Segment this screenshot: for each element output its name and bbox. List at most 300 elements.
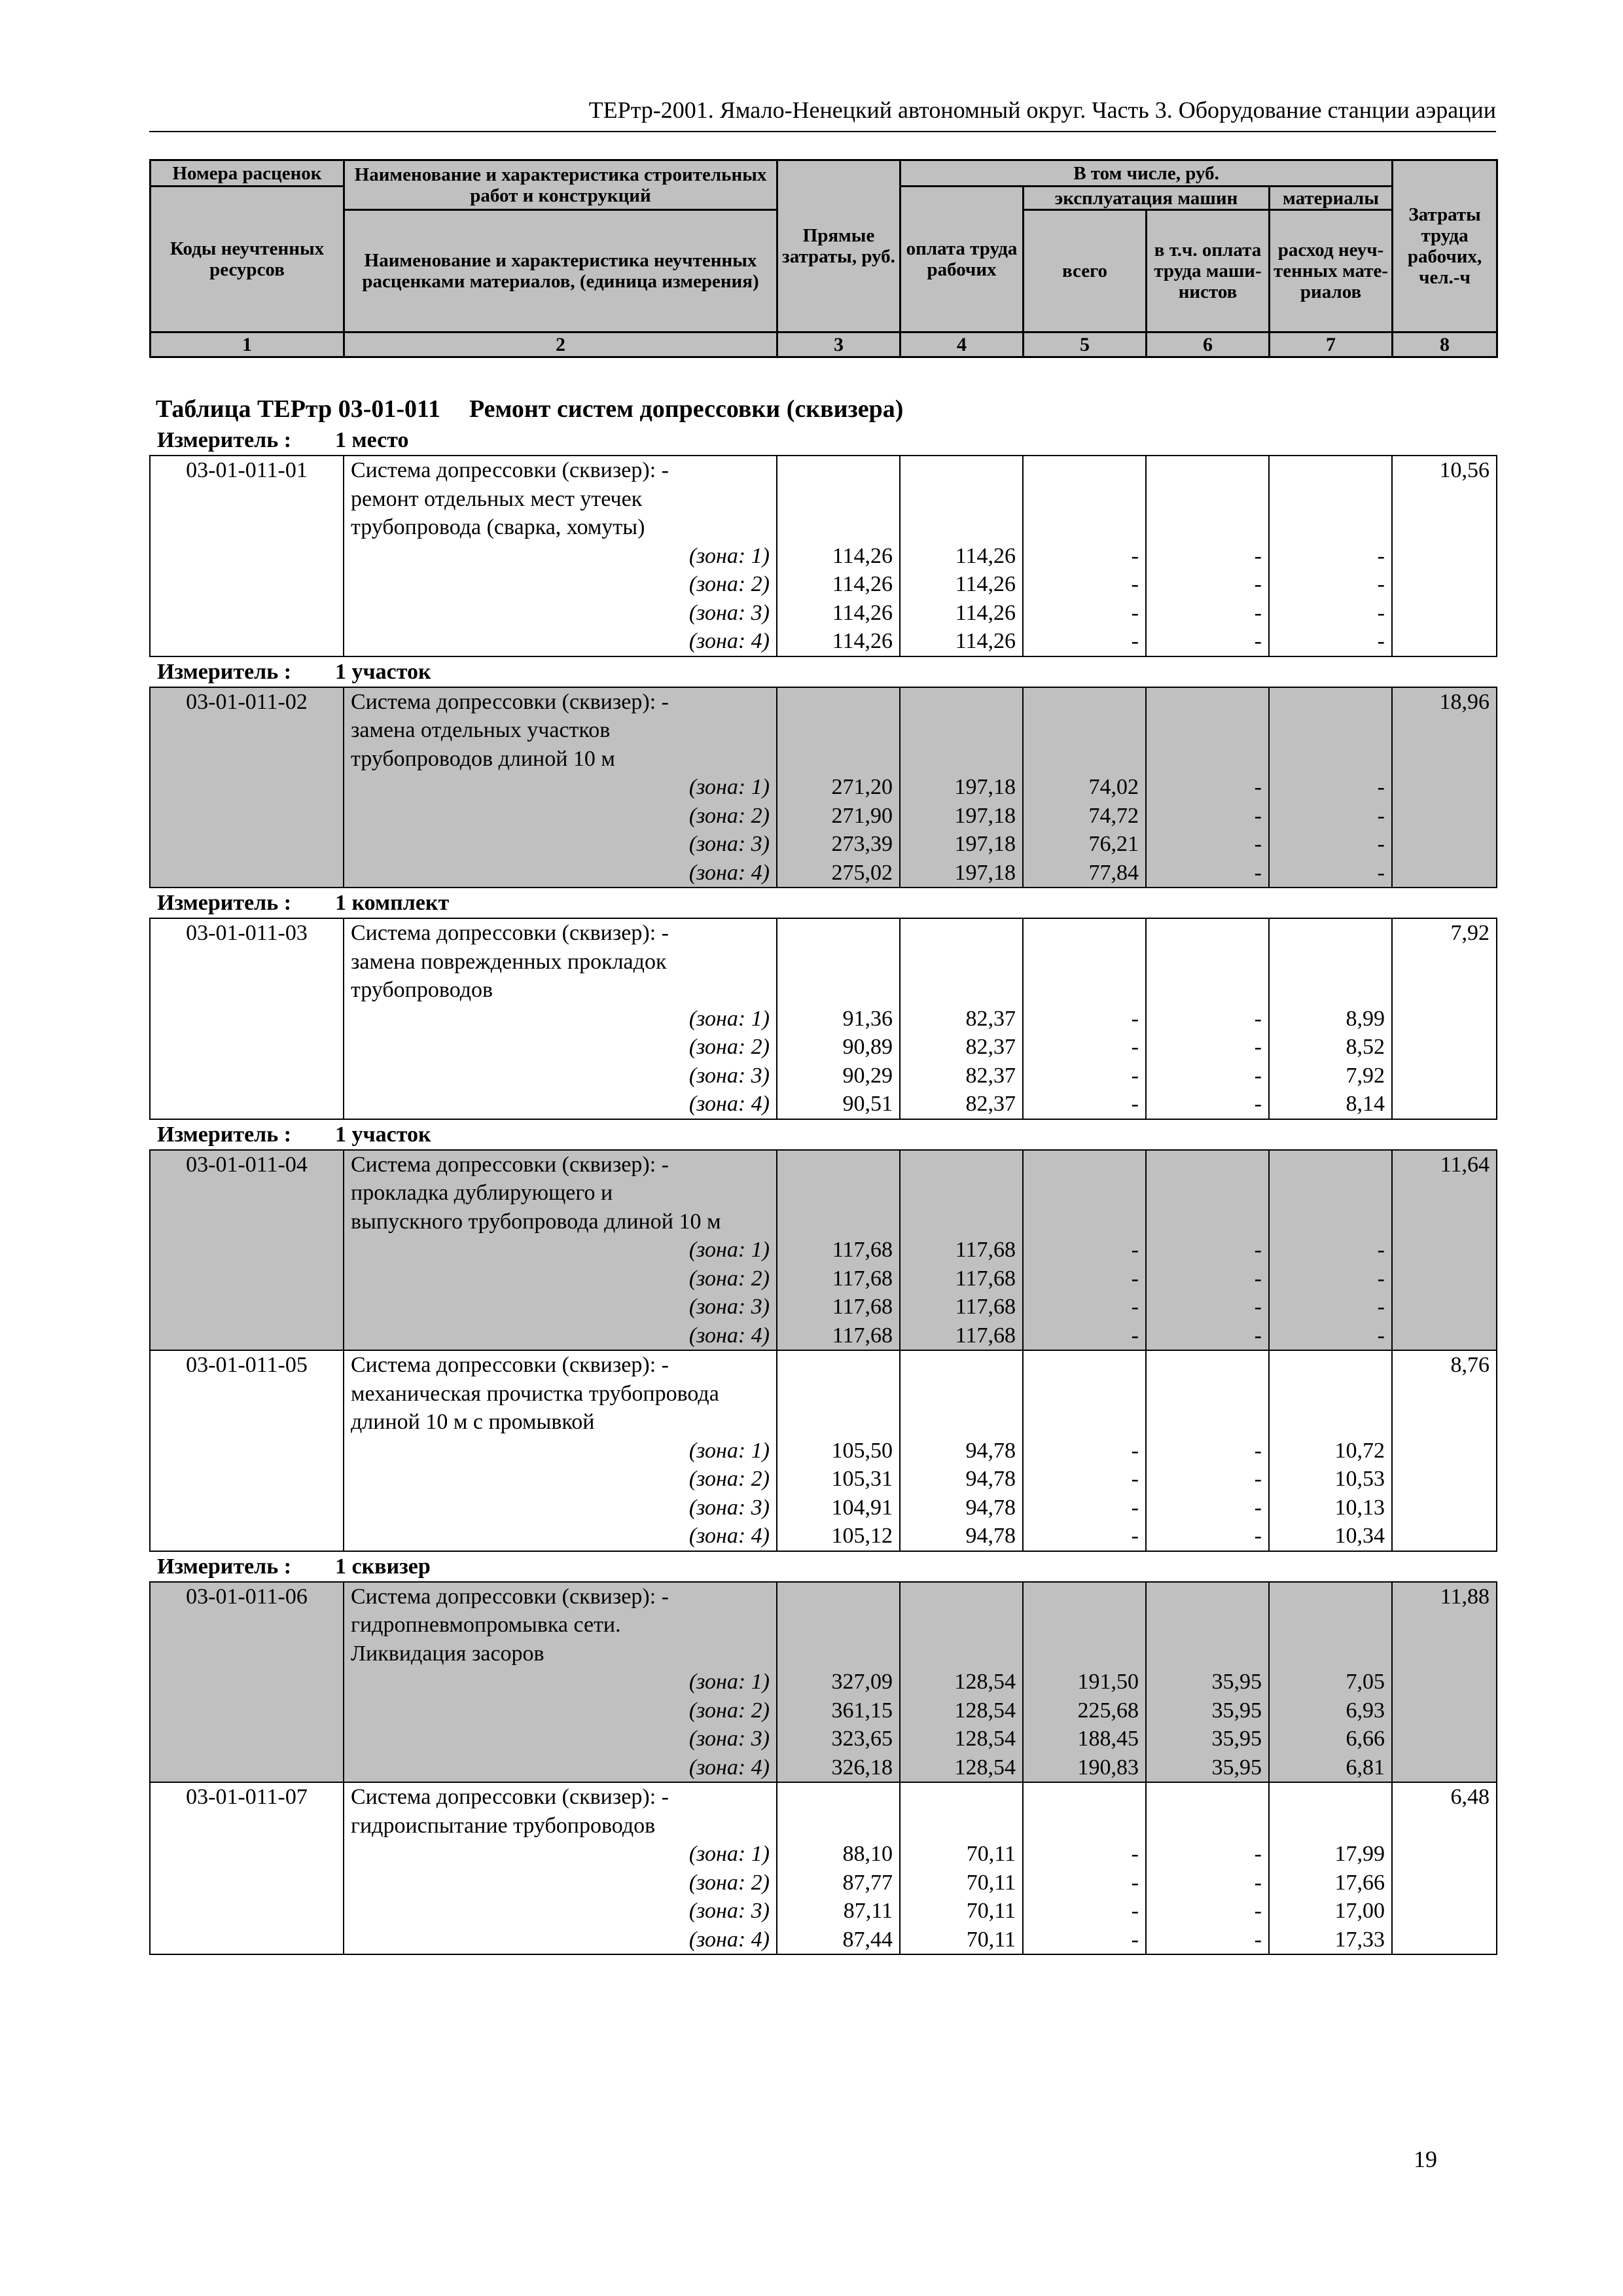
value-direct: 114,26: [832, 572, 893, 596]
value-wages: 94,78: [965, 1467, 1016, 1491]
value-wages: 114,26: [955, 600, 1016, 625]
header-col-number: 7: [1270, 332, 1393, 357]
blank-line: [1024, 1640, 1139, 1668]
blank-line: [1270, 1151, 1385, 1179]
value-materials: 8,99: [1346, 1006, 1385, 1031]
blank-line: [777, 1208, 893, 1236]
value-direct: 114,26: [832, 629, 893, 653]
blank-line: [1024, 1583, 1139, 1611]
value-wages: 82,37: [965, 1035, 1016, 1059]
blank-line: [1147, 1812, 1262, 1840]
value-operators: -: [1254, 1295, 1262, 1319]
table-row: [150, 1782, 1497, 1954]
value-direct: 105,12: [831, 1524, 893, 1548]
table-row: [150, 1350, 1497, 1551]
zone-label: (зона: 3): [688, 1727, 770, 1751]
value-direct: 114,26: [832, 543, 893, 568]
rate-code: [150, 1582, 344, 1783]
cell-materials: [1269, 1782, 1392, 1954]
value-wages: 114,26: [955, 543, 1016, 568]
header-col-number: 3: [777, 332, 901, 357]
blank-line: [1024, 688, 1139, 717]
value-wages: 117,68: [955, 1238, 1016, 1262]
zone-label: (зона: 1): [688, 543, 770, 568]
cell-machines: [1023, 1582, 1146, 1783]
blank-line: [1147, 1179, 1262, 1208]
running-header: ТЕРтр-2001. Ямало-Ненецкий автономный округ. Часть 3. Оборудование станции аэрации: [149, 97, 1496, 132]
value-machines: -: [1131, 1438, 1139, 1463]
blank-line: [1024, 1783, 1139, 1812]
rate-name-line: выпускного трубопровода длиной 10 м: [351, 1209, 721, 1234]
blank-line: [901, 716, 1016, 745]
blank-line: [777, 716, 893, 745]
zone-label: (зона: 3): [688, 1899, 770, 1923]
rate-name-line: Система допрессовки (сквизер): -: [351, 458, 669, 482]
header-materials: материалы: [1270, 187, 1393, 210]
value-wages: 197,18: [954, 860, 1016, 885]
cell-wages: [900, 1150, 1023, 1351]
blank-line: [1270, 1408, 1385, 1437]
zone-label: (зона: 4): [688, 1092, 770, 1116]
measure-label: Измеритель :: [157, 659, 292, 684]
value-operators: -: [1254, 1323, 1262, 1348]
rate-name: [344, 687, 777, 888]
blank-line: [901, 485, 1016, 514]
value-materials: 17,00: [1334, 1899, 1385, 1923]
blank-line: [1147, 948, 1262, 977]
rate-name-line: Ликвидация засоров: [351, 1641, 544, 1666]
value-materials: -: [1377, 803, 1385, 828]
value-operators: -: [1254, 1495, 1262, 1520]
cell-operators: [1146, 918, 1269, 1119]
value-materials: -: [1377, 629, 1385, 653]
cell-materials: [1269, 918, 1392, 1119]
value-machines: 190,83: [1077, 1755, 1139, 1780]
header-operators-wages: в т.ч. оплата труда маши-нистов: [1147, 210, 1270, 332]
blank-line: [1147, 513, 1262, 542]
value-direct: 91,36: [842, 1006, 893, 1031]
blank-line: [1024, 1208, 1139, 1236]
blank-line: [1024, 1351, 1139, 1380]
value-materials: 8,52: [1346, 1035, 1385, 1059]
blank-line: [777, 1611, 893, 1640]
value-materials: -: [1377, 600, 1385, 625]
table-row: [150, 1582, 1497, 1783]
value-operators: -: [1254, 1092, 1262, 1116]
rate-code-text: 03-01-011-04: [186, 1152, 308, 1177]
value-direct: 105,50: [831, 1438, 893, 1463]
value-operators: -: [1254, 1842, 1262, 1866]
table-row: [150, 687, 1497, 888]
value-materials: -: [1377, 832, 1385, 856]
zone-label: (зона: 2): [688, 1698, 770, 1723]
rate-code-text: 03-01-011-06: [186, 1584, 308, 1609]
blank-line: [1024, 745, 1139, 774]
value-labor: 7,92: [1450, 921, 1489, 945]
rate-name-line: Система допрессовки (сквизер): -: [351, 921, 669, 945]
value-direct: 88,10: [842, 1842, 893, 1866]
zone-label: (зона: 4): [688, 1323, 770, 1348]
rate-name-line: гидропневмопромывка сети.: [351, 1613, 621, 1637]
zone-label: (зона: 3): [688, 1295, 770, 1319]
blank-line: [1147, 1783, 1262, 1812]
value-wages: 82,37: [965, 1006, 1016, 1031]
value-materials: 10,13: [1334, 1495, 1385, 1520]
blank-line: [1147, 1408, 1262, 1437]
value-wages: 128,54: [954, 1755, 1016, 1780]
header-col-number: 4: [901, 332, 1024, 357]
value-wages: 82,37: [965, 1063, 1016, 1088]
measure-label: Измеритель :: [157, 891, 292, 915]
zone-label: (зона: 4): [688, 1524, 770, 1548]
header-labor-costs: Затраты труда рабочих, чел.-ч: [1393, 160, 1497, 332]
blank-line: [777, 1151, 893, 1179]
value-labor: 11,88: [1440, 1584, 1489, 1609]
header-including: В том числе, руб.: [901, 160, 1393, 187]
blank-line: [901, 1812, 1016, 1840]
zone-label: (зона: 2): [688, 572, 770, 596]
header-col-number: 1: [151, 332, 344, 357]
value-machines: -: [1131, 600, 1139, 625]
blank-line: [901, 1408, 1016, 1437]
value-direct: 275,02: [831, 860, 893, 885]
blank-line: [1270, 948, 1385, 977]
rate-name-line: Система допрессовки (сквизер): -: [351, 1353, 669, 1377]
value-wages: 128,54: [954, 1698, 1016, 1723]
value-direct: 327,09: [831, 1670, 893, 1694]
blank-line: [777, 1640, 893, 1668]
header-machine-operation: эксплуатация машин: [1024, 187, 1270, 210]
rate-code: [150, 456, 344, 656]
blank-line: [1270, 1783, 1385, 1812]
zone-label: (зона: 1): [688, 1006, 770, 1031]
value-direct: 87,44: [842, 1927, 893, 1952]
value-direct: 105,31: [831, 1467, 893, 1491]
value-wages: 70,11: [966, 1870, 1016, 1895]
table-title-number: Таблица ТЕРтр 03-01-011: [156, 395, 440, 423]
value-materials: -: [1377, 543, 1385, 568]
zone-label: (зона: 3): [688, 600, 770, 625]
value-labor: 6,48: [1450, 1785, 1489, 1809]
rate-name-line: Система допрессовки (сквизер): -: [351, 689, 669, 714]
blank-line: [1270, 485, 1385, 514]
zone-label: (зона: 2): [688, 1467, 770, 1491]
blank-line: [1024, 1179, 1139, 1208]
value-machines: -: [1131, 543, 1139, 568]
blank-line: [1270, 976, 1385, 1005]
blank-line: [901, 513, 1016, 542]
blank-line: [1024, 919, 1139, 948]
value-wages: 94,78: [965, 1438, 1016, 1463]
zone-label: (зона: 3): [688, 1495, 770, 1520]
blank-line: [777, 745, 893, 774]
blank-line: [777, 485, 893, 514]
blank-line: [1024, 485, 1139, 514]
blank-line: [777, 919, 893, 948]
value-materials: 10,34: [1334, 1524, 1385, 1548]
blank-line: [1270, 688, 1385, 717]
measure-line: [149, 1552, 1489, 1581]
cell-labor: [1392, 1582, 1497, 1783]
cell-labor: [1392, 1350, 1497, 1551]
column-header-table: [149, 159, 1498, 358]
rate-name-line: механическая прочистка трубопровода: [351, 1381, 719, 1406]
value-operators: -: [1254, 1438, 1262, 1463]
cell-operators: [1146, 1350, 1269, 1551]
value-machines: -: [1131, 1006, 1139, 1031]
value-operators: 35,95: [1211, 1755, 1262, 1780]
blank-line: [901, 948, 1016, 977]
value-wages: 197,18: [954, 775, 1016, 799]
rate-name-line: замена отдельных участков: [351, 718, 611, 742]
rate-name: [344, 1350, 777, 1551]
rate-code-text: 03-01-011-05: [186, 1353, 308, 1377]
value-machines: -: [1131, 1092, 1139, 1116]
header-col-number: 6: [1147, 332, 1270, 357]
header-col-number: 2: [344, 332, 777, 357]
value-wages: 117,68: [955, 1266, 1016, 1291]
blank-line: [1147, 1351, 1262, 1380]
header-rate-numbers: Номера расценок: [151, 160, 344, 187]
blank-line: [1270, 716, 1385, 745]
value-operators: -: [1254, 1266, 1262, 1291]
blank-line: [1147, 1151, 1262, 1179]
blank-line: [1270, 1380, 1385, 1408]
value-operators: -: [1254, 775, 1262, 799]
cell-machines: [1023, 1150, 1146, 1351]
value-direct: 117,68: [832, 1266, 893, 1291]
blank-line: [1270, 1812, 1385, 1840]
value-materials: -: [1377, 860, 1385, 885]
value-operators: -: [1254, 1899, 1262, 1923]
blank-line: [777, 688, 893, 717]
cell-direct: [777, 687, 900, 888]
value-machines: -: [1131, 1495, 1139, 1520]
value-direct: 361,15: [831, 1698, 893, 1723]
blank-line: [901, 1208, 1016, 1236]
value-wages: 82,37: [965, 1092, 1016, 1116]
cell-materials: [1269, 687, 1392, 888]
cell-machines: [1023, 918, 1146, 1119]
value-machines: -: [1131, 1524, 1139, 1548]
blank-line: [1147, 745, 1262, 774]
value-direct: 90,29: [842, 1063, 893, 1088]
cell-materials: [1269, 1150, 1392, 1351]
cell-materials: [1269, 456, 1392, 656]
blank-line: [901, 1611, 1016, 1640]
zone-label: (зона: 2): [688, 1870, 770, 1895]
value-machines: 76,21: [1088, 832, 1139, 856]
value-wages: 70,11: [966, 1927, 1016, 1952]
value-operators: -: [1254, 1467, 1262, 1491]
value-machines: -: [1131, 1266, 1139, 1291]
value-direct: 87,11: [843, 1899, 893, 1923]
value-operators: -: [1254, 860, 1262, 885]
rate-name-line: ремонт отдельных мест утечек: [351, 486, 643, 511]
value-operators: -: [1254, 543, 1262, 568]
zone-label: (зона: 3): [688, 1063, 770, 1088]
value-materials: -: [1377, 1266, 1385, 1291]
blank-line: [1147, 716, 1262, 745]
value-machines: -: [1131, 629, 1139, 653]
rate-name-line: гидроиспытание трубопроводов: [351, 1813, 656, 1838]
rate-code-text: 03-01-011-01: [186, 458, 308, 482]
value-machines: 191,50: [1077, 1670, 1139, 1694]
value-wages: 70,11: [966, 1842, 1016, 1866]
value-operators: 35,95: [1211, 1698, 1262, 1723]
measure-label: Измеритель :: [157, 1122, 292, 1147]
value-wages: 94,78: [965, 1495, 1016, 1520]
value-wages: 114,26: [955, 572, 1016, 596]
header-resource-codes: Коды неучтенных ресурсов: [151, 187, 344, 332]
value-wages: 94,78: [965, 1524, 1016, 1548]
value-materials: 10,72: [1334, 1438, 1385, 1463]
table-row: [150, 1150, 1497, 1351]
rate-name: [344, 456, 777, 656]
blank-line: [1147, 919, 1262, 948]
cell-wages: [900, 1582, 1023, 1783]
blank-line: [901, 688, 1016, 717]
measure-label: Измеритель :: [157, 428, 292, 452]
table-title-name: Ремонт систем допрессовки (сквизера): [469, 395, 904, 423]
measure-line: [149, 657, 1489, 687]
blank-line: [1270, 1208, 1385, 1236]
zone-label: (зона: 1): [688, 1670, 770, 1694]
header-col-number: 5: [1024, 332, 1147, 357]
blank-line: [901, 1179, 1016, 1208]
rate-code: [150, 918, 344, 1119]
value-labor: 18,96: [1439, 689, 1489, 714]
value-machines: -: [1131, 1238, 1139, 1262]
blank-line: [1024, 1812, 1139, 1840]
value-operators: -: [1254, 803, 1262, 828]
cell-direct: [777, 1350, 900, 1551]
cell-labor: [1392, 1150, 1497, 1351]
rate-name-line: Система допрессовки (сквизер): -: [351, 1785, 669, 1809]
value-direct: 326,18: [831, 1755, 893, 1780]
cell-operators: [1146, 456, 1269, 656]
blank-line: [777, 1408, 893, 1437]
value-direct: 323,65: [831, 1727, 893, 1751]
zone-label: (зона: 3): [688, 832, 770, 856]
blank-line: [1147, 1208, 1262, 1236]
blank-line: [777, 513, 893, 542]
value-wages: 197,18: [954, 803, 1016, 828]
cell-direct: [777, 456, 900, 656]
zone-label: (зона: 1): [688, 775, 770, 799]
blank-line: [1147, 688, 1262, 717]
table-row: [150, 918, 1497, 1119]
cell-machines: [1023, 1782, 1146, 1954]
blank-line: [1024, 513, 1139, 542]
zone-label: (зона: 4): [688, 860, 770, 885]
value-labor: 11,64: [1440, 1152, 1489, 1177]
measure-unit: 1 место: [335, 428, 409, 452]
blank-line: [901, 1583, 1016, 1611]
value-materials: -: [1377, 1295, 1385, 1319]
rates-table: [149, 1149, 1497, 1552]
rate-name-line: прокладка дублирующего и: [351, 1181, 613, 1205]
value-materials: -: [1377, 572, 1385, 596]
zone-label: (зона: 1): [688, 1238, 770, 1262]
blank-line: [1024, 716, 1139, 745]
value-operators: -: [1254, 1870, 1262, 1895]
table-title: [156, 395, 903, 423]
zone-label: (зона: 1): [688, 1842, 770, 1866]
measure-unit: 1 участок: [335, 659, 431, 684]
value-machines: -: [1131, 1035, 1139, 1059]
blank-line: [777, 1351, 893, 1380]
blank-line: [777, 976, 893, 1005]
value-materials: 6,81: [1346, 1755, 1385, 1780]
cell-machines: [1023, 687, 1146, 888]
value-wages: 128,54: [954, 1727, 1016, 1751]
rate-name-line: длиной 10 м с промывкой: [351, 1410, 595, 1434]
blank-line: [901, 919, 1016, 948]
value-operators: -: [1254, 1927, 1262, 1952]
cell-direct: [777, 918, 900, 1119]
blank-line: [1270, 513, 1385, 542]
cell-materials: [1269, 1582, 1392, 1783]
zone-label: (зона: 2): [688, 1035, 770, 1059]
cell-wages: [900, 1350, 1023, 1551]
zone-label: (зона: 2): [688, 1266, 770, 1291]
header-materials-name: оплата труда рабочих: [901, 187, 1024, 332]
measure-label: Измеритель :: [157, 1554, 292, 1579]
value-materials: -: [1377, 1323, 1385, 1348]
rates-table: [149, 455, 1497, 657]
blank-line: [777, 1783, 893, 1812]
blank-line: [1024, 976, 1139, 1005]
value-operators: -: [1254, 629, 1262, 653]
value-wages: 70,11: [966, 1899, 1016, 1923]
header-col-number: 8: [1393, 332, 1497, 357]
blank-line: [901, 1783, 1016, 1812]
value-direct: 117,68: [832, 1238, 893, 1262]
measure-line: [149, 888, 1489, 918]
cell-wages: [900, 1782, 1023, 1954]
blank-line: [1270, 919, 1385, 948]
rates-table: [149, 687, 1497, 889]
rate-name-line: Система допрессовки (сквизер): -: [351, 1584, 669, 1609]
rates-table: [149, 918, 1497, 1120]
blank-line: [1024, 1611, 1139, 1640]
measure-unit: 1 комплект: [335, 891, 450, 915]
blank-line: [1024, 456, 1139, 485]
cell-labor: [1392, 918, 1497, 1119]
rate-code-text: 03-01-011-02: [186, 689, 308, 714]
value-machines: -: [1131, 1295, 1139, 1319]
blank-line: [1147, 1640, 1262, 1668]
zone-label: (зона: 2): [688, 803, 770, 828]
value-direct: 114,26: [832, 600, 893, 625]
blank-line: [777, 1380, 893, 1408]
value-materials: 6,93: [1346, 1698, 1385, 1723]
blank-line: [1147, 1380, 1262, 1408]
measure-unit: 1 сквизер: [335, 1554, 431, 1579]
blank-line: [1270, 456, 1385, 485]
rate-name-line: трубопроводов длиной 10 м: [351, 746, 615, 771]
blank-line: [1147, 976, 1262, 1005]
rate-name: [344, 1582, 777, 1783]
header-machines-total: всего: [1024, 210, 1147, 332]
blank-line: [777, 1583, 893, 1611]
value-wages: 128,54: [954, 1670, 1016, 1694]
value-machines: 225,68: [1077, 1698, 1139, 1723]
value-materials: -: [1377, 775, 1385, 799]
value-direct: 117,68: [832, 1295, 893, 1319]
value-materials: 17,66: [1334, 1870, 1385, 1895]
